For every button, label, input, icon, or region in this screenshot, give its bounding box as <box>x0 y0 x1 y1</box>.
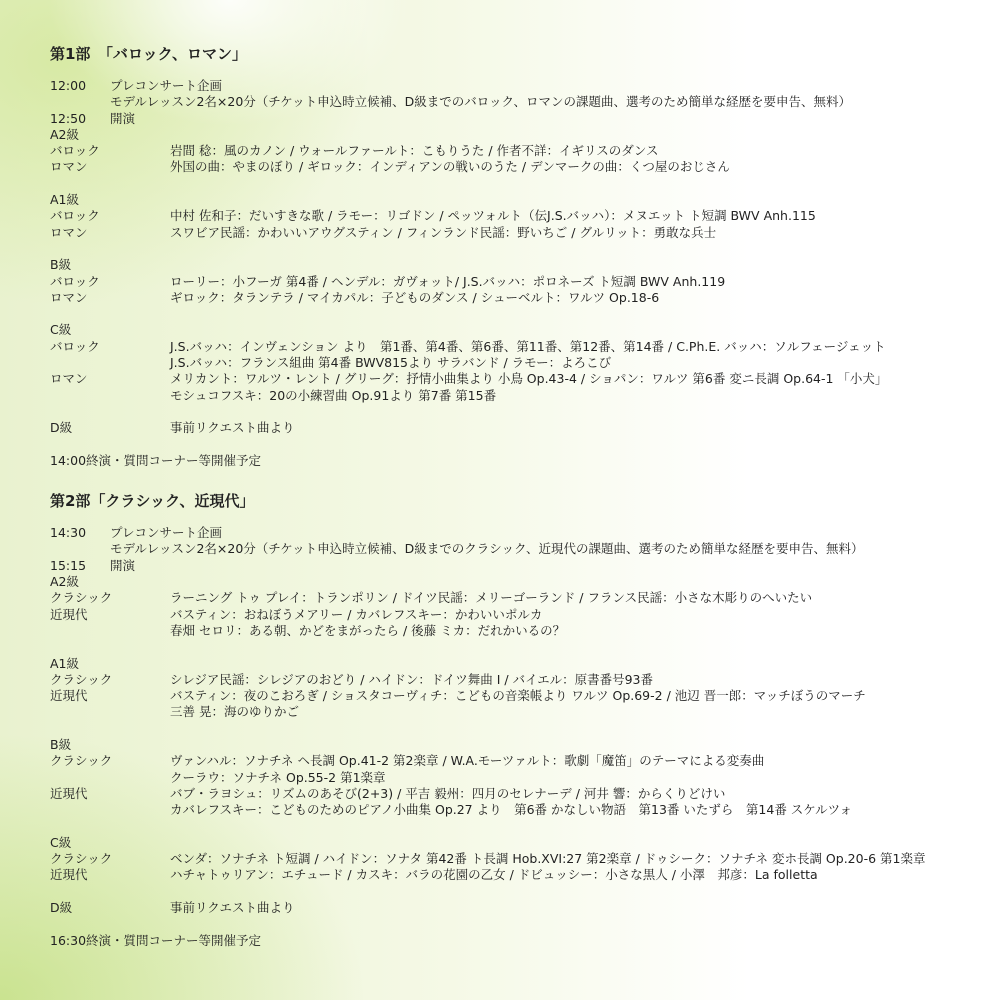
grade-heading: B級 <box>50 257 72 273</box>
grade-block <box>50 192 970 257</box>
spacer <box>50 306 970 322</box>
repertoire-text: バスティン：夜のこおろぎ / ショスタコーヴィチ：こどもの音楽帳より ワルツ Op.69-2 / 池辺 晋一郎：マッチぼうのマーチ <box>170 688 866 704</box>
category-label: ロマン <box>50 371 88 387</box>
repertoire-row <box>50 355 970 371</box>
repertoire-row <box>50 851 970 867</box>
repertoire-row <box>50 290 970 306</box>
repertoire-text: ラーニング トゥ プレイ：トランポリン / ドイツ民謡：メリーゴーランド / フランス民謡：小さな木彫りのへいたい <box>170 590 813 606</box>
part1-section <box>50 44 970 469</box>
grade-block <box>50 322 970 420</box>
spacer <box>50 176 970 192</box>
category-label: バロック <box>50 143 100 159</box>
repertoire-row <box>50 388 970 404</box>
grade-block <box>50 420 970 453</box>
part2-pre-concert-time: 14:30 <box>50 525 87 541</box>
part1-pre-concert-label: プレコンサート企画 <box>110 78 223 93</box>
repertoire-row <box>50 867 970 883</box>
repertoire-text: ベンダ：ソナチネ ト短調 / ハイドン：ソナタ 第42番 ト長調 Hob.XVI:27 第2楽章 / ドゥシーク：ソナチネ 変ホ長調 Op.20-6 第1楽章 <box>170 851 926 867</box>
grade-block <box>50 574 970 655</box>
part2-pre-concert-row <box>50 525 970 541</box>
category-label: 近現代 <box>50 606 88 622</box>
spacer <box>50 818 970 834</box>
spacer <box>50 404 970 420</box>
grade-block <box>50 835 970 900</box>
part2-start-row <box>50 558 970 574</box>
part2-title: 第2部「クラシック、近現代」 <box>50 492 255 511</box>
part1-model-lesson-text: モデルレッスン2名×20分（チケット申込時立候補、D級までのバロック、ロマンの課題曲、選考のため簡単な経歴を要申告、無料） <box>110 94 852 110</box>
grade-block <box>50 737 970 835</box>
repertoire-text: ローリー：小フーガ 第4番 / ヘンデル：ガヴォット/ J.S.バッハ：ポロネーズ ト短調 BWV Anh.119 <box>170 273 726 289</box>
grade-heading: C級 <box>50 834 72 850</box>
repertoire-text: J.S.バッハ：フランス組曲 第4番 BWV815より サラバンド / ラモー：よろこび <box>170 355 612 371</box>
category-label: 近現代 <box>50 688 88 704</box>
part2-start-time: 15:15 <box>50 557 87 573</box>
part2-model-lesson-row <box>50 541 970 557</box>
repertoire-row <box>50 753 970 769</box>
grade-block <box>50 257 970 322</box>
category-label: ロマン <box>50 289 88 305</box>
repertoire-row <box>50 590 970 606</box>
repertoire-text: シレジア民謡：シレジアのおどり / ハイドン：ドイツ舞曲 I / バイエル：原書番号93番 <box>170 671 654 687</box>
part1-end-note: 14:00終演・質問コーナー等開催予定 <box>50 452 262 468</box>
repertoire-row <box>50 900 970 916</box>
part1-start-time: 12:50 <box>50 110 87 126</box>
repertoire-row <box>50 786 970 802</box>
part1-title: 第1部 「バロック、ロマン」 <box>50 45 248 63</box>
category-label <box>50 770 170 786</box>
category-label: 近現代 <box>50 867 88 883</box>
repertoire-row <box>50 225 970 241</box>
category-label: D級 <box>50 420 73 436</box>
repertoire-text: バスティン：おねぼうメアリー / カバレフスキー：かわいいポルカ <box>170 606 543 622</box>
spacer <box>50 241 970 257</box>
repertoire-text: J.S.バッハ：インヴェンション より 第1番、第4番、第6番、第11番、第12番、第14番 / C.Ph.E. バッハ：ソルフェージェット <box>170 338 886 354</box>
grade-heading: C級 <box>50 322 72 338</box>
category-label: ロマン <box>50 159 88 175</box>
part2-grades <box>50 574 970 933</box>
part1-model-lesson-row <box>50 94 970 110</box>
repertoire-row <box>50 672 970 688</box>
repertoire-text: クーラウ：ソナチネ Op.55-2 第1楽章 <box>170 769 386 785</box>
repertoire-row <box>50 339 970 355</box>
part1-grades <box>50 127 970 453</box>
category-label <box>50 623 170 639</box>
repertoire-text: ハチャトゥリアン：エチュード / カスキ：バラの花園の乙女 / ドビュッシー：小さな黒人 / 小澤 邦彦：La folletta <box>170 867 818 883</box>
grade-heading: A1級 <box>50 655 80 671</box>
spacer <box>50 437 970 453</box>
grade-block <box>50 656 970 737</box>
grade-block <box>50 127 970 192</box>
repertoire-text: 岩間 稔：風のカノン / ウォールファールト：こもりうた / 作者不詳：イギリスのダンス <box>170 143 659 159</box>
part2-start-label: 開演 <box>110 557 136 573</box>
repertoire-text: バブ・ラヨシュ：リズムのあそび(2+3) / 平吉 毅州：四月のセレナーデ / 河井 響：からくりどけい <box>170 785 726 801</box>
repertoire-row <box>50 607 970 623</box>
category-label: クラシック <box>50 671 113 687</box>
repertoire-text: 事前リクエスト曲より <box>170 420 295 436</box>
part1-start-row <box>50 111 970 127</box>
repertoire-row <box>50 143 970 159</box>
repertoire-text: ギロック：タランテラ / マイカパル：子どものダンス / シューベルト：ワルツ Op.18-6 <box>170 289 660 305</box>
spacer <box>50 639 970 655</box>
category-label <box>50 388 170 404</box>
grade-block <box>50 900 970 933</box>
repertoire-text: 事前リクエスト曲より <box>170 899 295 915</box>
repertoire-text: 三善 晃：海のゆりかご <box>170 704 299 720</box>
category-label <box>50 355 170 371</box>
spacer <box>50 916 970 932</box>
repertoire-text: スワビア民謡：かわいいアウグスティン / フィンランド民謡：野いちご / グルリット：勇敢な兵士 <box>170 224 717 240</box>
spacer <box>50 884 970 900</box>
category-label: 近現代 <box>50 785 88 801</box>
repertoire-row <box>50 688 970 704</box>
repertoire-row <box>50 770 970 786</box>
grade-heading: A2級 <box>50 574 80 590</box>
repertoire-row <box>50 802 970 818</box>
grade-heading: B級 <box>50 736 72 752</box>
repertoire-text: メリカント：ワルツ・レント / グリーグ：抒情小曲集より 小鳥 Op.43-4 / ショパン：ワルツ 第6番 変ニ長調 Op.64-1 「小犬」 <box>170 371 888 387</box>
repertoire-text: 中村 佐和子：だいすきな歌 / ラモー：リゴドン / ペッツォルト（伝J.S.バッハ）：メヌエット ト短調 BWV Anh.115 <box>170 208 816 224</box>
category-label: D級 <box>50 899 73 915</box>
part2-end-note: 16:30終演・質問コーナー等開催予定 <box>50 932 262 948</box>
part1-pre-concert-row <box>50 78 970 94</box>
category-label: クラシック <box>50 590 113 606</box>
repertoire-row <box>50 704 970 720</box>
category-label: バロック <box>50 208 100 224</box>
repertoire-row <box>50 371 970 387</box>
repertoire-row <box>50 623 970 639</box>
grade-heading: A1級 <box>50 192 80 208</box>
program-sheet <box>50 44 970 949</box>
repertoire-row <box>50 159 970 175</box>
repertoire-text: 春畑 セロリ：ある朝、かどをまがったら / 後藤 ミカ：だれかいるの？ <box>170 622 566 638</box>
category-label <box>50 704 170 720</box>
grade-heading: A2級 <box>50 126 80 142</box>
part1-pre-concert-time: 12:00 <box>50 78 87 93</box>
repertoire-row <box>50 420 970 436</box>
part2-pre-concert-label: プレコンサート企画 <box>110 525 223 541</box>
part2-model-lesson-text: モデルレッスン2名×20分（チケット申込時立候補、D級までのクラシック、近現代の課題曲、選考のため簡単な経歴を要申告、無料） <box>110 541 864 557</box>
repertoire-text: モシュコフスキ：20の小練習曲 Op.91より 第7番 第15番 <box>170 387 497 403</box>
part1-start-label: 開演 <box>110 110 136 126</box>
repertoire-text: ヴァンハル：ソナチネ ヘ長調 Op.41-2 第2楽章 / W.A.モーツァルト：歌劇「魔笛」のテーマによる変奏曲 <box>170 753 765 769</box>
category-label <box>50 802 170 818</box>
category-label: バロック <box>50 338 100 354</box>
part2-section <box>50 491 970 949</box>
category-label: ロマン <box>50 224 88 240</box>
category-label: バロック <box>50 273 100 289</box>
repertoire-row <box>50 208 970 224</box>
category-label: クラシック <box>50 851 113 867</box>
repertoire-text: カバレフスキー：こどものためのピアノ小曲集 Op.27 より 第6番 かなしい物語 第13番 いたずら 第14番 スケルツォ <box>170 802 853 818</box>
repertoire-text: 外国の曲：やまのぼり / ギロック：インディアンの戦いのうた / デンマークの曲：くつ屋のおじさん <box>170 159 730 175</box>
category-label: クラシック <box>50 753 113 769</box>
spacer <box>50 721 970 737</box>
repertoire-row <box>50 274 970 290</box>
